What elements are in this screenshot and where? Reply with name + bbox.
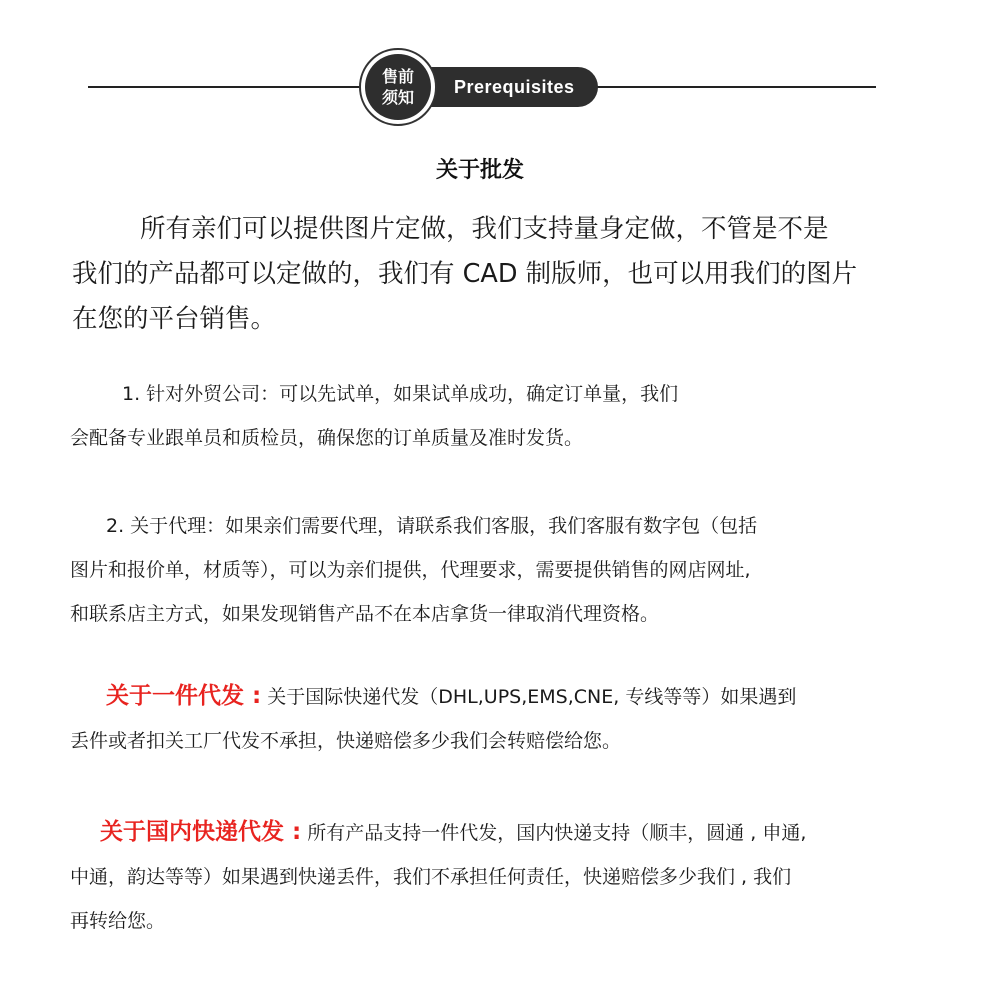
domestic-line-2: 中通，韵达等等）如果遇到快递丢件，我们不承担任何责任，快递赔偿多少我们 , 我们 [70,866,792,888]
domestic-label: 关于国内快递代发 : [100,819,302,845]
intro-line-3: 在您的平台销售。 [72,304,277,334]
dropship-label: 关于一件代发 : [106,683,262,709]
item-1-line-1: 1. 针对外贸公司：可以先试单，如果试单成功，确定订单量，我们 [122,383,679,405]
intro-line-1: 所有亲们可以提供图片定做，我们支持量身定做，不管是不是 [140,214,829,244]
prerequisites-label: Prerequisites [454,76,575,97]
domestic-line-1: 所有产品支持一件代发，国内快递支持（顺丰，圆通 , 申通, [301,822,807,844]
pre-sale-notice-badge [359,48,437,126]
badge-line-2: 须知 [381,88,414,107]
badge-line-1: 售前 [381,67,414,86]
dropship-paragraph [70,674,1000,763]
dropship-line-1: 关于国际快递代发（DHL,UPS,EMS,CNE, 专线等等）如果遇到 [261,686,797,708]
item-1-paragraph [70,372,1000,460]
section-title: 关于批发 [435,157,524,183]
domestic-paragraph [70,810,1000,943]
item-2-line-3: 和联系店主方式，如果发现销售产品不在本店拿货一律取消代理资格。 [70,603,660,625]
badge-inner [365,54,431,120]
item-1-line-2: 会配备专业跟单员和质检员，确保您的订单质量及准时发货。 [70,427,584,449]
dropship-line-2: 丢件或者扣关工厂代发不承担，快递赔偿多少我们会转赔偿给您。 [70,730,622,752]
intro-paragraph [72,207,1000,342]
domestic-line-3: 再转给您。 [70,910,166,932]
prerequisites-badge [422,67,598,107]
item-2-line-1: 2. 关于代理：如果亲们需要代理，请联系我们客服，我们客服有数字包（包括 [106,515,758,537]
item-2-paragraph [70,504,1000,636]
item-2-line-2: 图片和报价单，材质等），可以为亲们提供，代理要求，需要提供销售的网店网址, [70,559,751,581]
intro-line-2: 我们的产品都可以定做的，我们有 CAD 制版师，也可以用我们的图片 [72,259,858,289]
